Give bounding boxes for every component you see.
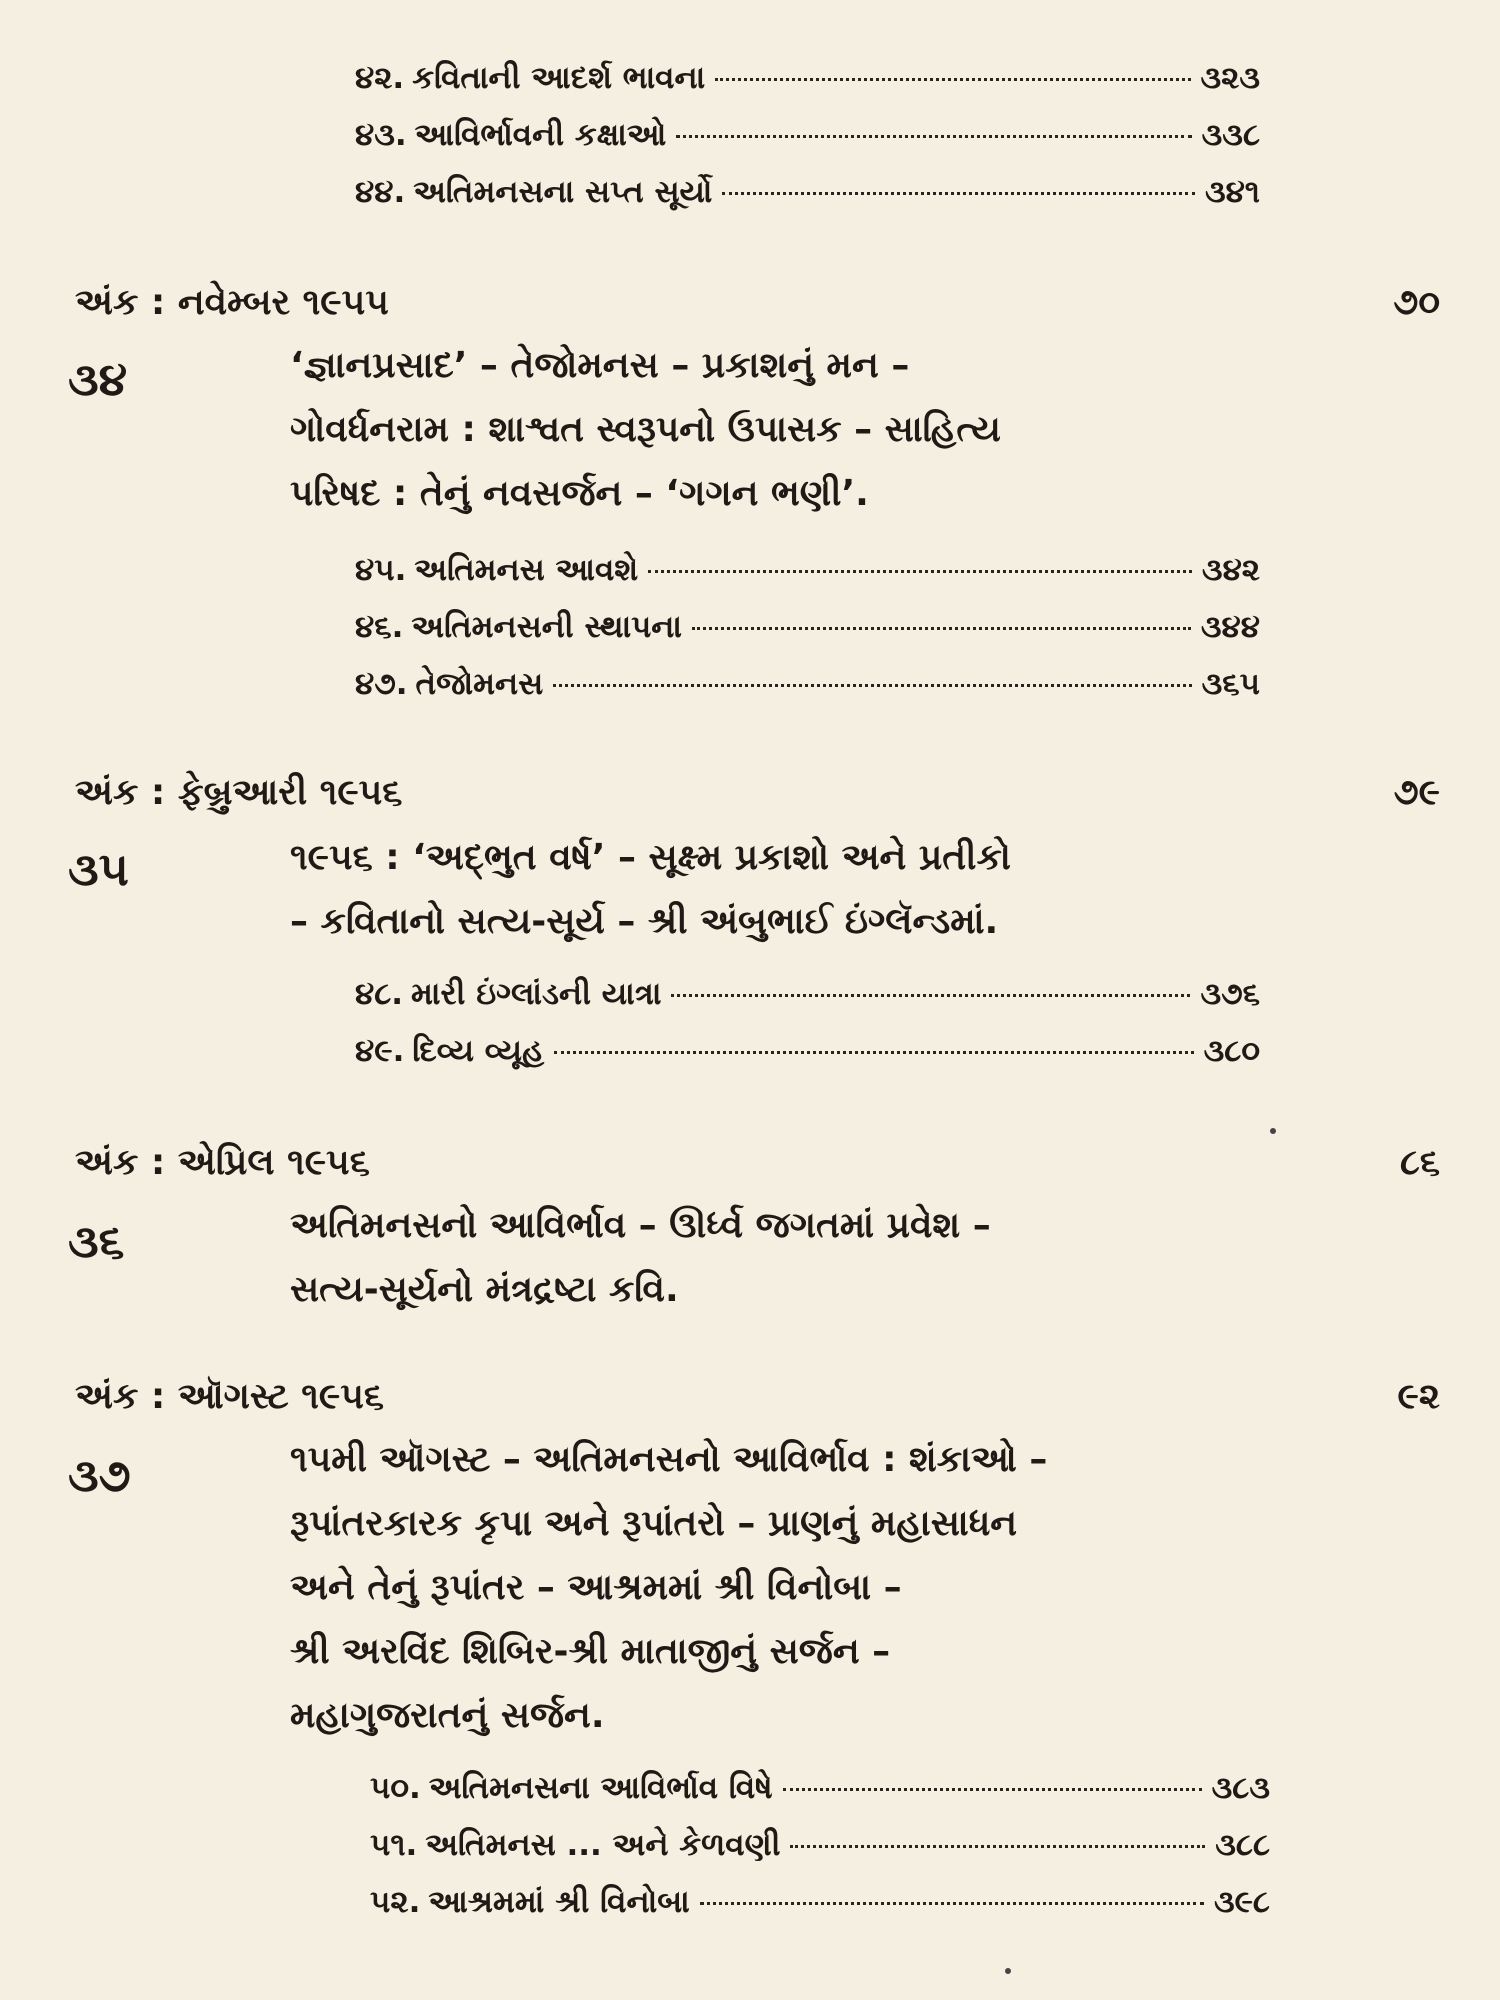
entry-title: અતિમનસના આવિર્ભાવ વિષે [428, 1770, 773, 1806]
issue-header [75, 282, 1440, 332]
entry-number: ૪૬. [355, 609, 404, 645]
summary-line: સત્ય-સૂર્યનો મંત્રદ્રષ્ટા કવિ. [290, 1269, 679, 1310]
issue-header [75, 1142, 1440, 1192]
toc-entry [370, 1770, 1270, 1827]
toc-entry [355, 174, 1260, 231]
entry-title: મારી ઇંગ્લાંડની યાત્રા [411, 976, 662, 1012]
entry-page: ૩૮૮ [1215, 1827, 1270, 1863]
toc-entry [370, 1884, 1270, 1941]
issue-label: અંક : એપ્રિલ ૧૯૫૬ [75, 1142, 370, 1183]
entry-page: ૩૪૧ [1204, 174, 1260, 210]
issue-page: ૭૯ [1393, 772, 1440, 813]
toc-list [370, 1770, 1270, 1941]
toc-entry [355, 1033, 1260, 1090]
summary-line: ૧૫મી ઑગસ્ટ – અતિમનસનો આવિર્ભાવ : શંકાઓ – [290, 1439, 1048, 1480]
toc-list-top [355, 60, 1260, 231]
toc-entry [370, 1827, 1270, 1884]
issue-number: ૩૬ [68, 1214, 125, 1268]
entry-number: ૫૧. [370, 1827, 418, 1863]
summary-line: અને તેનું રૂપાંતર – આશ્રમમાં શ્રી વિનોબા – [290, 1567, 902, 1608]
entry-title: તેજોમનસ [415, 666, 544, 702]
entry-title: દિવ્ય વ્યૂહ [412, 1033, 545, 1069]
print-speck [1005, 1968, 1011, 1974]
entry-page: ૩૮૦ [1203, 1033, 1260, 1069]
dot-leader [790, 1845, 1205, 1848]
issue-summary [290, 826, 1270, 954]
dot-leader [553, 684, 1191, 687]
entry-number: ૪૨. [355, 60, 405, 96]
dot-leader [722, 192, 1195, 195]
entry-page: ૩૪૪ [1200, 609, 1260, 645]
entry-title: અતિમનસની સ્થાપના [411, 609, 682, 645]
entry-number: ૪૭. [355, 666, 408, 702]
summary-line: મહાગુજરાતનું સર્જન. [290, 1695, 605, 1736]
entry-page: ૩૯૮ [1213, 1884, 1270, 1920]
entry-page: ૩૬૫ [1201, 666, 1260, 702]
entry-page: ૩૩૮ [1201, 117, 1260, 153]
summary-line: ગોવર્ધનરામ : શાશ્વત સ્વરૂપનો ઉપાસક – સાહિત્ય [290, 409, 1001, 450]
issue-number: ૩૭ [68, 1448, 131, 1502]
entry-number: ૪૮. [355, 976, 404, 1012]
dot-leader [671, 994, 1190, 997]
entry-number: ૪૪. [355, 174, 406, 210]
entry-number: ૪૯. [355, 1033, 405, 1069]
toc-entry [355, 60, 1260, 117]
summary-line: રૂપાંતરકારક કૃપા અને રૂપાંતરો – પ્રાણનું મહાસાધન [290, 1503, 1018, 1544]
entry-title: આશ્રમમાં શ્રી વિનોબા [428, 1884, 690, 1920]
dot-leader [676, 135, 1191, 138]
issue-label: અંક : ઑગસ્ટ ૧૯૫૬ [75, 1376, 385, 1417]
issue-page: ૭૦ [1393, 282, 1440, 323]
issue-label: અંક : નવેમ્બર ૧૯૫૫ [75, 282, 389, 323]
entry-page: ૩૮૩ [1211, 1770, 1270, 1806]
summary-line: અતિમનસનો આવિર્ભાવ – ઊર્ધ્વ જગતમાં પ્રવેશ – [290, 1205, 991, 1246]
dot-leader [783, 1788, 1202, 1791]
entry-page: ૩૨૩ [1200, 60, 1260, 96]
entry-number: ૪૩. [355, 117, 407, 153]
issue-number: ૩૫ [68, 842, 129, 896]
dot-leader [692, 627, 1191, 630]
entry-number: ૫૨. [370, 1884, 421, 1920]
entry-page: ૩૭૬ [1200, 976, 1260, 1012]
issue-page: ૮૬ [1400, 1142, 1440, 1183]
entry-number: ૪૫. [355, 552, 407, 588]
toc-entry [355, 552, 1260, 609]
issue-summary [290, 1194, 1270, 1322]
toc-entry [355, 666, 1260, 723]
dot-leader [554, 1051, 1194, 1054]
entry-title: આવિર્ભાવની કક્ષાઓ [414, 117, 667, 153]
issue-summary [290, 334, 1270, 526]
toc-entry [355, 117, 1260, 174]
entry-title: અતિમનસ ... અને કેળવણી [425, 1827, 781, 1863]
entry-title: કવિતાની આદર્શ ભાવના [412, 60, 706, 96]
issue-page: ૯૨ [1397, 1376, 1440, 1417]
summary-line: શ્રી અરવિંદ શિબિર-શ્રી માતાજીનું સર્જન – [290, 1631, 891, 1672]
toc-list [355, 552, 1260, 723]
summary-line: – કવિતાનો સત્ય-સૂર્ય – શ્રી અંબુભાઈ ઇંગ્લૅન્ડમાં. [290, 901, 999, 942]
entry-page: ૩૪૨ [1201, 552, 1260, 588]
toc-entry [355, 609, 1260, 666]
issue-header [75, 1376, 1440, 1426]
entry-number: ૫૦. [370, 1770, 421, 1806]
summary-line: પરિષદ : તેનું નવસર્જન – ‘ગગન ભણી’. [290, 473, 869, 514]
summary-line: ૧૯૫૬ : ‘અદ્‌ભુત વર્ષ’ – સૂક્ષ્મ પ્રકાશો અને પ્રતીકો [290, 837, 1011, 878]
entry-title: અતિમનસ આવશે [414, 552, 639, 588]
dot-leader [700, 1902, 1204, 1905]
toc-entry [355, 976, 1260, 1033]
dot-leader [648, 570, 1192, 573]
issue-label: અંક : ફેબ્રુઆરી ૧૯૫૬ [75, 772, 403, 813]
toc-list [355, 976, 1260, 1090]
issue-summary [290, 1428, 1270, 1748]
summary-line: ‘જ્ઞાનપ્રસાદ’ – તેજોમનસ – પ્રકાશનું મન – [290, 345, 910, 386]
dot-leader [715, 78, 1190, 81]
entry-title: અતિમનસના સપ્ત સૂર્યો [413, 174, 713, 210]
issue-header [75, 772, 1440, 822]
issue-number: ૩૪ [68, 352, 128, 406]
print-speck [1270, 1128, 1276, 1134]
